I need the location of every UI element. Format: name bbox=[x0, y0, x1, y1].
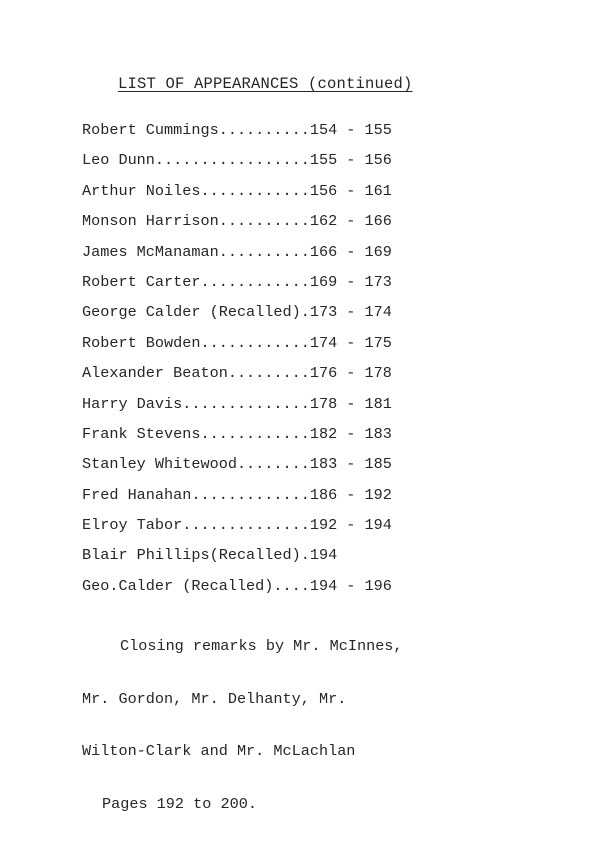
appearance-list bbox=[82, 120, 392, 606]
list-item: George Calder (Recalled).173 - 174 bbox=[82, 303, 392, 322]
list-item: Stanley Whitewood........183 - 185 bbox=[82, 455, 392, 474]
list-item: Robert Bowden............174 - 175 bbox=[82, 333, 392, 352]
closing-line: Mr. Gordon, Mr. Delhanty, Mr. bbox=[82, 689, 347, 708]
closing-remarks bbox=[82, 603, 403, 848]
list-item: Robert Carter............169 - 173 bbox=[82, 272, 392, 291]
list-item: Elroy Tabor..............192 - 194 bbox=[82, 516, 392, 535]
list-item: Harry Davis..............178 - 181 bbox=[82, 394, 392, 413]
list-item: Monson Harrison..........162 - 166 bbox=[82, 212, 392, 231]
list-item: Fred Hanahan.............186 - 192 bbox=[82, 485, 392, 504]
list-item: Arthur Noiles............156 - 161 bbox=[82, 181, 392, 200]
page-title: LIST OF APPEARANCES (continued) bbox=[118, 75, 413, 93]
list-item: James McManaman..........166 - 169 bbox=[82, 242, 392, 261]
list-item: Robert Cummings..........154 - 155 bbox=[82, 121, 392, 139]
list-item: Alexander Beaton.........176 - 178 bbox=[82, 364, 392, 383]
pages-note: Pages 192 to 200. bbox=[102, 794, 257, 813]
closing-line: Closing remarks by Mr. McInnes, bbox=[120, 637, 403, 655]
list-item: Frank Stevens............182 - 183 bbox=[82, 424, 392, 443]
list-item: Geo.Calder (Recalled)....194 - 196 bbox=[82, 576, 392, 595]
list-item: Leo Dunn.................155 - 156 bbox=[82, 151, 392, 170]
list-item: Blair Phillips(Recalled).194 bbox=[82, 546, 338, 565]
closing-line: Wilton-Clark and Mr. McLachlan bbox=[82, 742, 356, 760]
